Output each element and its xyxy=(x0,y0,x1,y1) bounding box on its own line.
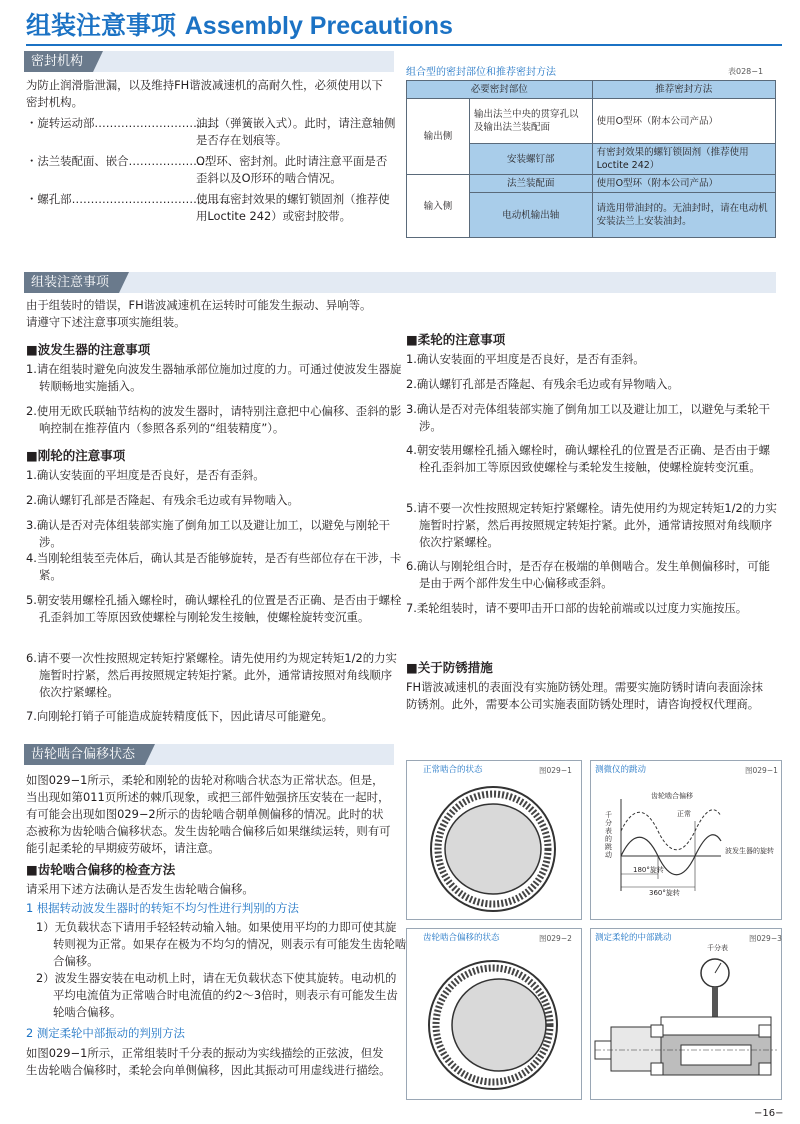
list-item: 1.确认安装面的平坦度是否良好，是否有歪斜。 xyxy=(406,352,645,366)
list-item: 4.当刚轮组装至壳体后，确认其是否能够旋转，是否有些部位存在干涉，卡紧。 xyxy=(26,551,402,582)
list-item: 6.确认与刚轮组合时，是否存在极端的单侧啮合。发生单侧偏移时，可能是由于两个部件发生中心偏移或歪斜。 xyxy=(406,559,770,590)
table-cell: 输出法兰中央的贯穿孔以及输出法兰装配面 xyxy=(470,99,593,144)
list-item: 6.请不要一次性按照规定转矩拧紧螺栓。请先使用约为规定转矩1/2的力实施暂时拧紧，然后再按照规定转矩拧紧。此外，通常请按照对角线顺序依次拧紧螺栓。 xyxy=(26,651,397,699)
assembly-section-bar xyxy=(24,272,776,293)
title-rule xyxy=(26,44,782,46)
method2-title: 2 测定柔轮中部振动的判别方法 xyxy=(26,1026,185,1040)
list-item: 1）无负载状态下请用手轻轻转动输入轴。如果使用平均的力即可使其旋转则视为正常。如果存在极为不均匀的情况，则表示有可能发生齿轮啮合偏移。 xyxy=(36,920,407,968)
title-en: Assembly Precautions xyxy=(184,12,453,40)
rust-text: FH谐波减速机的表面没有实施防锈处理。需要实施防锈时请向表面涂抹防锈剂。此外，需要本公司实施表面防锈处理时，请咨询授权代理商。 xyxy=(406,680,763,711)
list-item: 3.确认是否对壳体组装部实施了倒角加工以及避让加工，以避免与刚轮干涉。 xyxy=(26,518,390,549)
deviation-intro: 如图029−1所示，柔轮和刚轮的齿轮对称啮合状态为正常状态。但是，当出现如第011页所述的棘爪现象，或把三部件勉强挤压安装在一起时，有可能会出现如图029−2所示的齿轮啮合朝单侧偏移的情况。此时的状态被称为齿轮啮合偏移状态。发生齿轮啮合偏移后如果继续运转，则有可能引起柔轮的早期疲劳破坏，请注意。 xyxy=(26,773,391,855)
page-number: −16− xyxy=(754,1108,784,1119)
label-offset: 齿轮啮合偏移 xyxy=(651,792,693,800)
figure-number: 图029−1 xyxy=(745,766,778,775)
seal-item-dots: …………………………… xyxy=(94,116,220,130)
table-cell: 输出侧 xyxy=(407,99,470,175)
deviation-section-heading: 齿轮啮合偏移状态 xyxy=(24,744,145,765)
list-item: 5.朝安装用螺栓孔插入螺栓时，确认螺栓孔的位置是否正确、是否由于螺栓孔歪斜加工等原因致使螺栓与刚轮发生接触，使螺栓旋转变沉重。 xyxy=(26,593,402,624)
table-cell: 请选用带油封的。无油封时，请在电动机安装法兰上安装油封。 xyxy=(592,193,775,238)
seal-item-text: O型环、密封剂。此时请注意平面是否歪斜以及O形环的啮合情况。 xyxy=(196,154,388,185)
seal-intro: 为防止润滑脂泄漏，以及维持FH谐波减速机的高耐久性，必须使用以下密封机构。 xyxy=(26,78,383,109)
runout-measure-diagram xyxy=(591,929,781,1099)
title-cn: 组装注意事项 xyxy=(26,11,177,40)
method1-title: 1 根据转动波发生器时的转矩不均匀性进行判别的方法 xyxy=(26,901,299,915)
list-item: 1.确认安装面的平坦度是否良好，是否有歪斜。 xyxy=(26,468,265,482)
table-cell: 法兰装配面 xyxy=(470,175,593,193)
figure-offset-mesh xyxy=(406,928,582,1100)
page-title xyxy=(26,6,453,42)
figure-number: 图029−2 xyxy=(539,934,572,943)
circular-spline-title: ■刚轮的注意事项 xyxy=(26,448,126,463)
seal-section-bar xyxy=(24,51,394,72)
figure-caption: 测微仪的跳动 xyxy=(595,765,647,775)
figure-normal-mesh xyxy=(406,760,582,920)
assembly-section-heading: 组装注意事项 xyxy=(24,272,119,293)
label-wave: 波发生器的旋转 xyxy=(725,847,774,855)
list-item: 2.确认螺钉孔部是否隆起、有残余毛边或有异物啮入。 xyxy=(26,493,299,507)
table-cell: 使用O型环（附本公司产品） xyxy=(592,99,775,144)
figure-caption: 齿轮啮合偏移的状态 xyxy=(423,933,500,943)
seal-item-text: 使用有密封效果的螺钉锁固剂（推荐使用Loctite 242）或密封胶带。 xyxy=(196,192,390,223)
figure-caption: 正常啮合的状态 xyxy=(423,765,483,775)
list-item: 7.向刚轮打销子可能造成旋转精度低下，因此请尽可能避免。 xyxy=(26,709,334,723)
figure-number: 图029−3 xyxy=(749,934,782,943)
y-axis-label: 千分表的跳动 xyxy=(605,811,612,859)
seal-table-number: 表028−1 xyxy=(728,67,764,76)
method2-text: 如图029−1所示，正常组装时千分表的振动为实线描绘的正弦波，但发生齿轮啮合偏移时，柔轮会向单侧偏移，因此其振动可用虚线进行描绘。 xyxy=(26,1046,391,1077)
offset-wave xyxy=(621,810,721,850)
deviation-section-bar xyxy=(24,744,394,765)
figure-runout-graph xyxy=(590,760,782,920)
gear-offset-diagram xyxy=(407,929,581,1099)
dial-gauge-label: 千分表 xyxy=(707,944,728,952)
list-item: 7.柔轮组装时，请不要叩击开口部的齿轮前端或以过度力实施按压。 xyxy=(406,601,748,615)
table-row xyxy=(407,99,776,144)
assembly-intro: 由于组装时的错误，FH谐波减速机在运转时可能发生振动、异响等。请遵守下述注意事项实施组装。 xyxy=(26,298,372,329)
label-normal: 正常 xyxy=(677,810,691,818)
label-180: 180°旋转 xyxy=(633,866,664,874)
list-item: 3.确认是否对壳体组装部实施了倒角加工以及避让加工，以避免与柔轮干涉。 xyxy=(406,402,770,433)
figure-caption: 测定柔轮的中部跳动 xyxy=(595,933,672,943)
table-cell: 安装螺钉部 xyxy=(470,144,593,175)
table-cell: 有密封效果的螺钉锁固剂（推荐使用Loctite 242） xyxy=(592,144,775,175)
table-header-row xyxy=(407,81,776,99)
table-cell: 使用O型环（附本公司产品） xyxy=(592,175,775,193)
wave-gen-title: ■波发生器的注意事项 xyxy=(26,342,151,357)
seal-item-label: ・旋转运动部 xyxy=(26,116,95,130)
list-item: 2）波发生器安装在电动机上时，请在无负载状态下使其旋转。电动机的平均电流值为正常啮合时电流值的约2～3倍时，则表示有可能发生齿轮啮合偏移。 xyxy=(36,971,398,1019)
table-cell: 电动机输出轴 xyxy=(470,193,593,238)
rust-title: ■关于防锈措施 xyxy=(406,660,493,675)
list-item: 2.使用无欧氏联轴节结构的波发生器时，请特别注意把中心偏移、歪斜的影响控制在推荐值内（参照各系列的“组装精度”）。 xyxy=(26,404,402,435)
seal-section-heading: 密封机构 xyxy=(24,51,93,72)
gear-normal-diagram xyxy=(407,761,581,919)
label-360: 360°旋转 xyxy=(649,889,680,897)
table-cell: 输入侧 xyxy=(407,175,470,238)
list-item: 1.请在组装时避免向波发生器轴承部位施加过度的力。可通过使波发生器旋转顺畅地实施插入。 xyxy=(26,362,402,393)
list-item: 4.朝安装用螺栓孔插入螺栓时，确认螺栓孔的位置是否正确、是否由于螺栓孔歪斜加工等原因致使螺栓与柔轮发生接触，使螺栓旋转变沉重。 xyxy=(406,443,770,474)
seal-item-label: ・法兰装配面、嵌合 xyxy=(26,154,129,168)
figure-measure-runout xyxy=(590,928,782,1100)
seal-item-text: 油封（弹簧嵌入式）。此时，请注意轴侧是否存在划痕等。 xyxy=(196,116,396,147)
runout-graph xyxy=(591,761,781,919)
seal-item-dots: ………………… xyxy=(128,154,209,168)
figure-number: 图029−1 xyxy=(539,766,572,775)
table-header: 推荐密封方法 xyxy=(592,81,775,99)
table-row xyxy=(407,175,776,193)
check-title: ■齿轮啮合偏移的检查方法 xyxy=(26,862,176,877)
seal-item-label: ・螺孔部 xyxy=(26,192,72,206)
list-item: 2.确认螺钉孔部是否隆起、有残余毛边或有异物啮入。 xyxy=(406,377,679,391)
seal-item-dots: …………………………………… xyxy=(71,192,232,206)
flexspline-title: ■柔轮的注意事项 xyxy=(406,332,506,347)
seal-table-caption: 组合型的密封部位和推荐密封方法 xyxy=(406,67,556,78)
check-intro: 请采用下述方法确认是否发生齿轮啮合偏移。 xyxy=(26,882,254,896)
table-header: 必要密封部位 xyxy=(407,81,593,99)
list-item: 5.请不要一次性按照规定转矩拧紧螺栓。请先使用约为规定转矩1/2的力实施暂时拧紧，然后再按照规定转矩拧紧。此外，通常请按照对角线顺序依次拧紧螺栓。 xyxy=(406,501,777,549)
seal-table xyxy=(406,80,776,238)
